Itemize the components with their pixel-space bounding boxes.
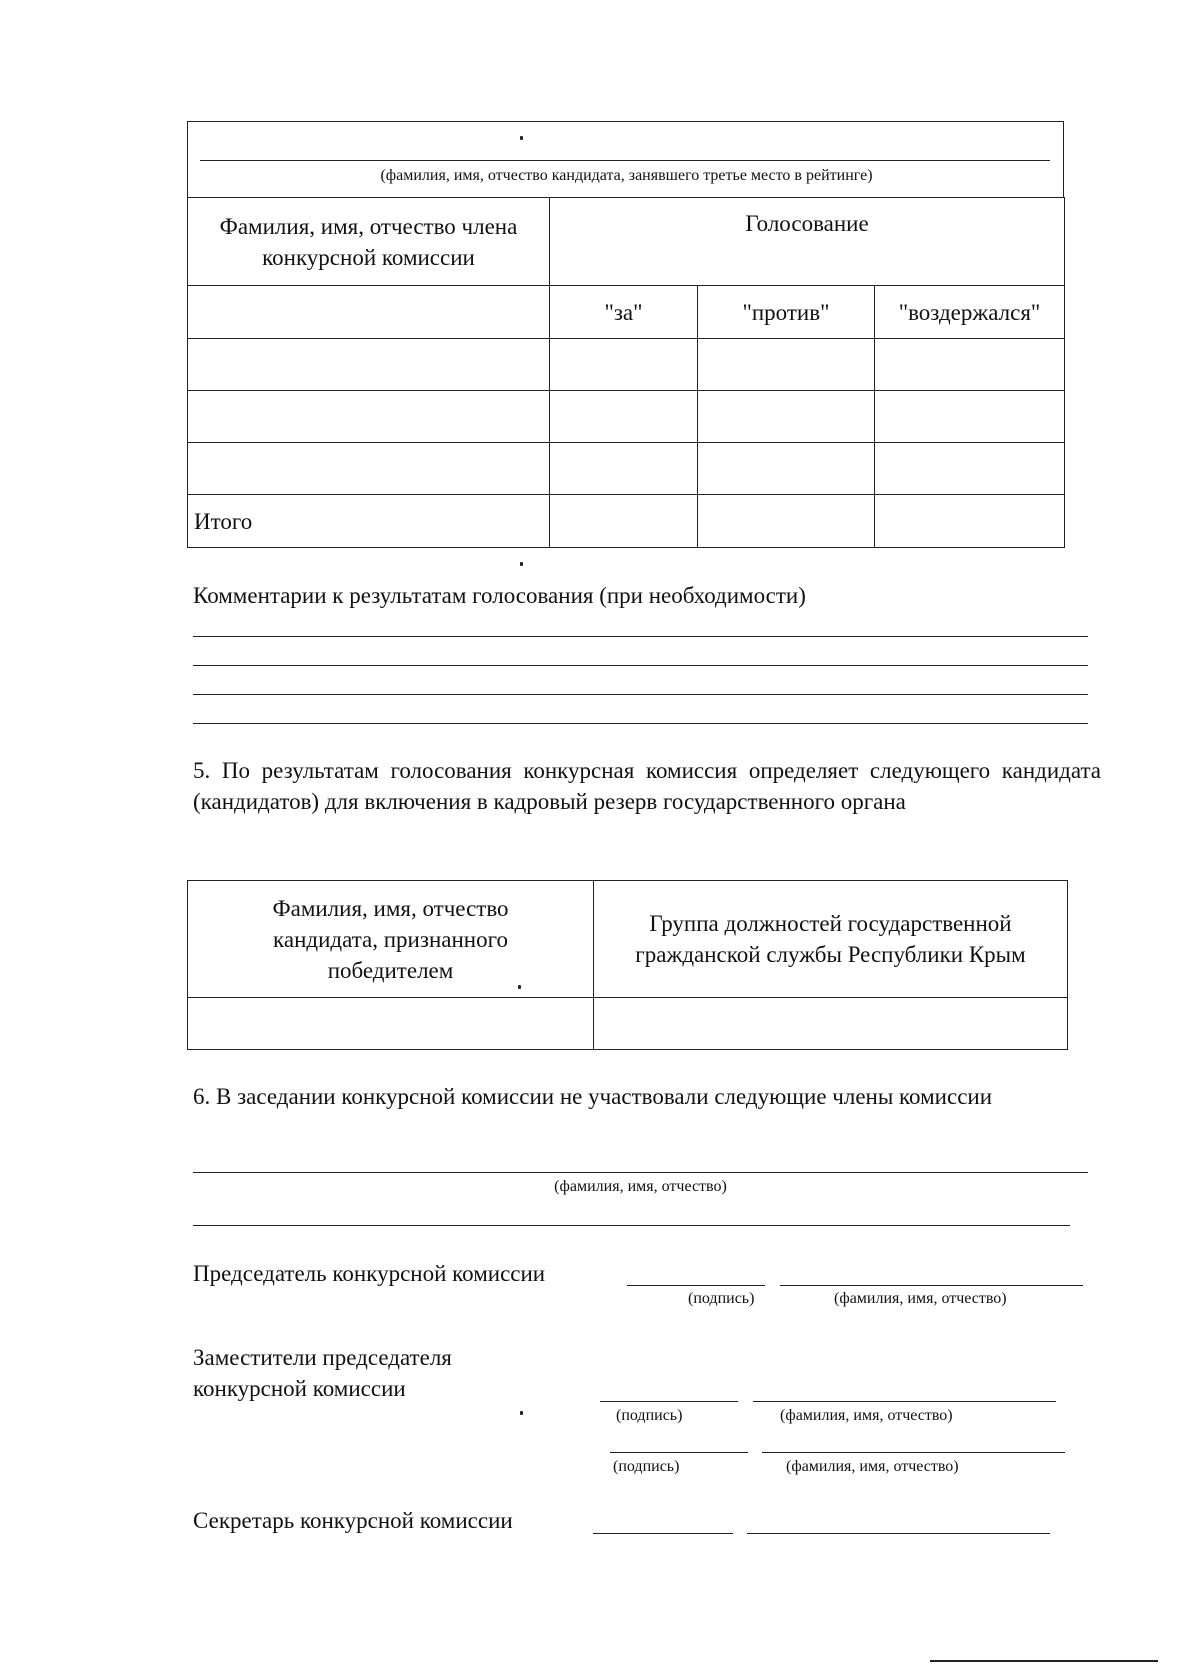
comment-line <box>193 723 1088 724</box>
signature-caption: (подпись) <box>613 1458 680 1475</box>
deputies-label: Заместители председателя конкурсной комиссии <box>193 1345 452 1401</box>
stray-dot <box>520 1411 523 1415</box>
comment-line <box>193 636 1088 637</box>
table-row <box>188 339 1065 391</box>
secretary-signature-line <box>593 1533 733 1534</box>
stray-dot <box>520 136 523 140</box>
against-column-header: "против" <box>698 286 875 339</box>
comment-line <box>193 665 1088 666</box>
secretary-name-line <box>747 1533 1050 1534</box>
comments-label: Комментарии к результатам голосования (при необходимости) <box>193 583 806 608</box>
candidate-caption: (фамилия, имя, отчество кандидата, занявшего третье место в рейтинге) <box>380 167 873 184</box>
absent-member-line <box>193 1225 1070 1226</box>
name-caption: (фамилия, имя, отчество) <box>780 1407 953 1424</box>
table-cell <box>188 286 550 339</box>
deputy-name-line <box>753 1401 1056 1402</box>
candidate-column-header: Фамилия, имя, отчество кандидата, признанного победителем <box>188 881 594 998</box>
table-row <box>188 998 1068 1050</box>
for-column-header: "за" <box>550 286 698 339</box>
reserve-table <box>187 880 1068 1050</box>
absent-member-caption: (фамилия, имя, отчество) <box>554 1178 727 1195</box>
abstain-column-header: "воздержался" <box>875 286 1065 339</box>
name-caption: (фамилия, имя, отчество) <box>786 1458 959 1475</box>
member-column-header: Фамилия, имя, отчество члена конкурсной комиссии <box>188 198 550 286</box>
position-group-column-header: Группа должностей государственной гражданской службы Республики Крым <box>594 881 1068 998</box>
chairman-signature-line <box>627 1285 765 1286</box>
chairman-name-line <box>780 1285 1083 1286</box>
deputy-signature-line <box>610 1452 748 1453</box>
deputy-signature-line <box>600 1401 738 1402</box>
candidate-name-block <box>187 121 1064 198</box>
name-caption: (фамилия, имя, отчество) <box>834 1290 1007 1307</box>
secretary-label: Секретарь конкурсной комиссии <box>193 1508 513 1533</box>
chairman-label: Председатель конкурсной комиссии <box>193 1261 546 1286</box>
section-6-text: 6. В заседании конкурсной комиссии не участвовали следующие члены комиссии <box>193 1084 993 1109</box>
table-row <box>188 391 1065 443</box>
table-row <box>188 443 1065 495</box>
candidate-name-line <box>200 160 1050 161</box>
signature-caption: (подпись) <box>688 1290 755 1307</box>
deputy-name-line <box>762 1452 1065 1453</box>
signature-caption: (подпись) <box>616 1407 683 1424</box>
section-5-text: 5. По результатам голосования конкурсная комиссия определяет следующего кандидата (кандидатов) для включения в кадровый резерв государственного органа <box>193 758 1101 814</box>
total-label: Итого <box>188 495 550 548</box>
stray-dot <box>520 562 523 566</box>
voting-column-header: Голосование <box>550 198 1065 286</box>
total-row <box>188 495 1065 548</box>
page-edge-mark <box>930 1660 1158 1662</box>
absent-member-line <box>193 1172 1088 1173</box>
comment-line <box>193 694 1088 695</box>
stray-dot <box>518 985 521 989</box>
voting-table <box>187 197 1065 548</box>
